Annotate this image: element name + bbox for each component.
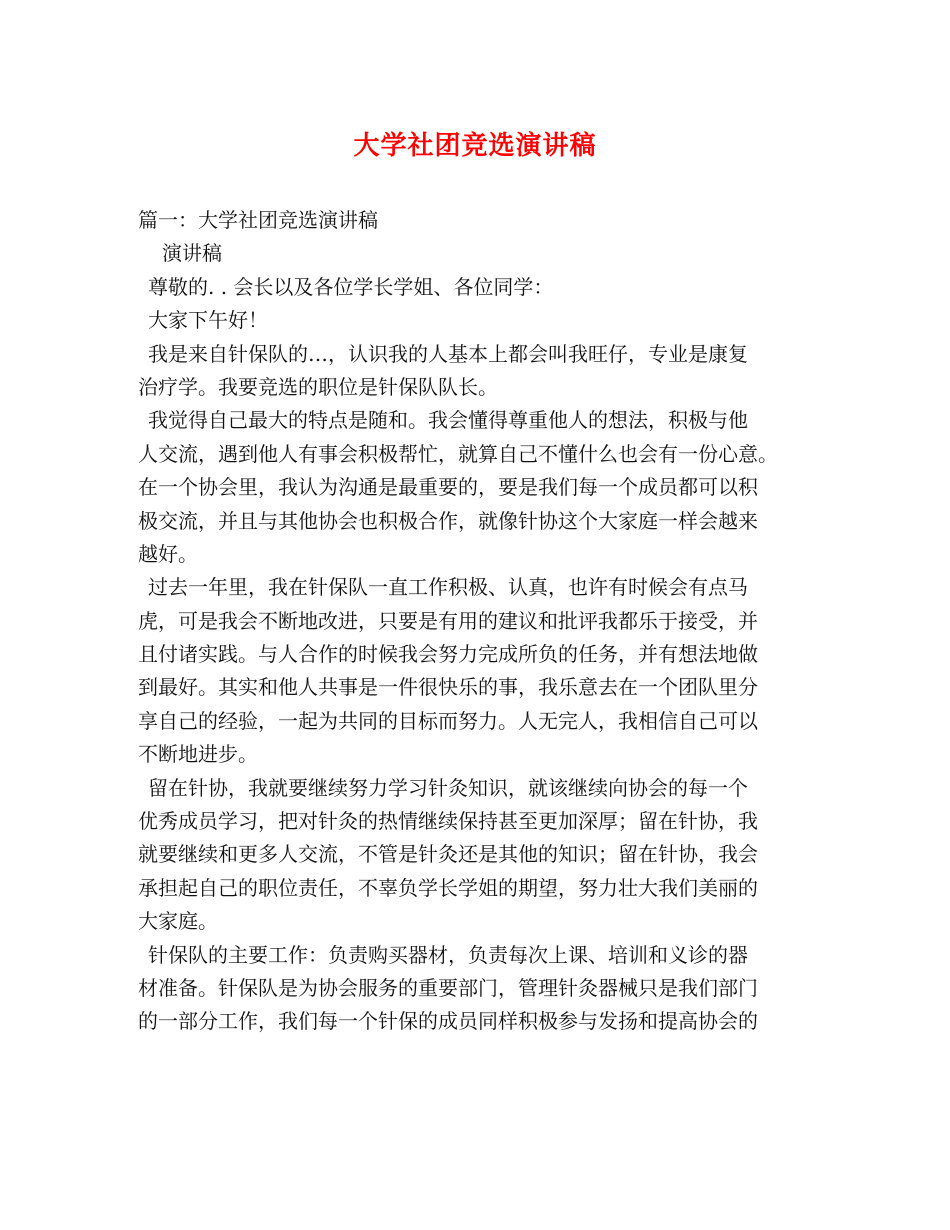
text-line: 我是来自针保队的…，认识我的人基本上都会叫我旺仔，专业是康复 [148,341,748,366]
text-line: 篇一：大学社团竞选演讲稿 [138,208,378,232]
text-line: 大家庭。 [138,909,218,934]
text-line: 留在针协，我就要继续努力学习针灸知识，就该继续向协会的每一个 [148,775,748,800]
text-line: 享自己的经验，一起为共同的目标而努力。人无完人，我相信自己可以 [138,708,758,733]
text-line: 到最好。其实和他人共事是一件很快乐的事，我乐意去在一个团队里分 [138,675,758,700]
text-line: 过去一年里，我在针保队一直工作积极、认真，也许有时候会有点马 [148,575,748,600]
text-line: 人交流，遇到他人有事会积极帮忙，就算自己不懂什么也会有一份心意。 [138,441,778,466]
text-line: 我觉得自己最大的特点是随和。我会懂得尊重他人的想法，积极与他 [148,408,748,433]
text-line: 在一个协会里，我认为沟通是最重要的，要是我们每一个成员都可以积 [138,475,758,500]
text-line: 治疗学。我要竞选的职位是针保队队长。 [138,374,498,399]
text-line: 材准备。针保队是为协会服务的重要部门，管理针灸器械只是我们部门 [138,975,758,1000]
text-line: 大家下午好！ [148,308,268,333]
text-line: 针保队的主要工作：负责购买器材，负责每次上课、培训和义诊的器 [148,942,748,967]
text-line: 尊敬的. . 会长以及各位学长学姐、各位同学： [148,274,554,299]
text-line: 极交流，并且与其他协会也积极合作，就像针协这个大家庭一样会越来 [138,508,758,533]
text-line: 且付诸实践。与人合作的时候我会努力完成所负的任务，并有想法地做 [138,642,758,667]
text-line: 的一部分工作，我们每一个针保的成员同样积极参与发扬和提高协会的 [138,1009,758,1034]
text-line: 不断地进步。 [138,742,258,767]
text-line: 就要继续和更多人交流，不管是针灸还是其他的知识；留在针协，我会 [138,842,758,867]
text-line: 优秀成员学习，把对针灸的热情继续保持甚至更加深厚；留在针协，我 [138,809,758,834]
text-line: 演讲稿 [162,241,222,266]
document-title: 大学社团竞选演讲稿 [353,131,597,161]
document-body [138,204,818,1039]
text-line: 越好。 [138,541,198,566]
text-line: 虎，可是我会不断地改进，只要是有用的建议和批评我都乐于接受，并 [138,608,758,633]
text-line: 承担起自己的职位责任，不辜负学长学姐的期望，努力壮大我们美丽的 [138,875,758,900]
